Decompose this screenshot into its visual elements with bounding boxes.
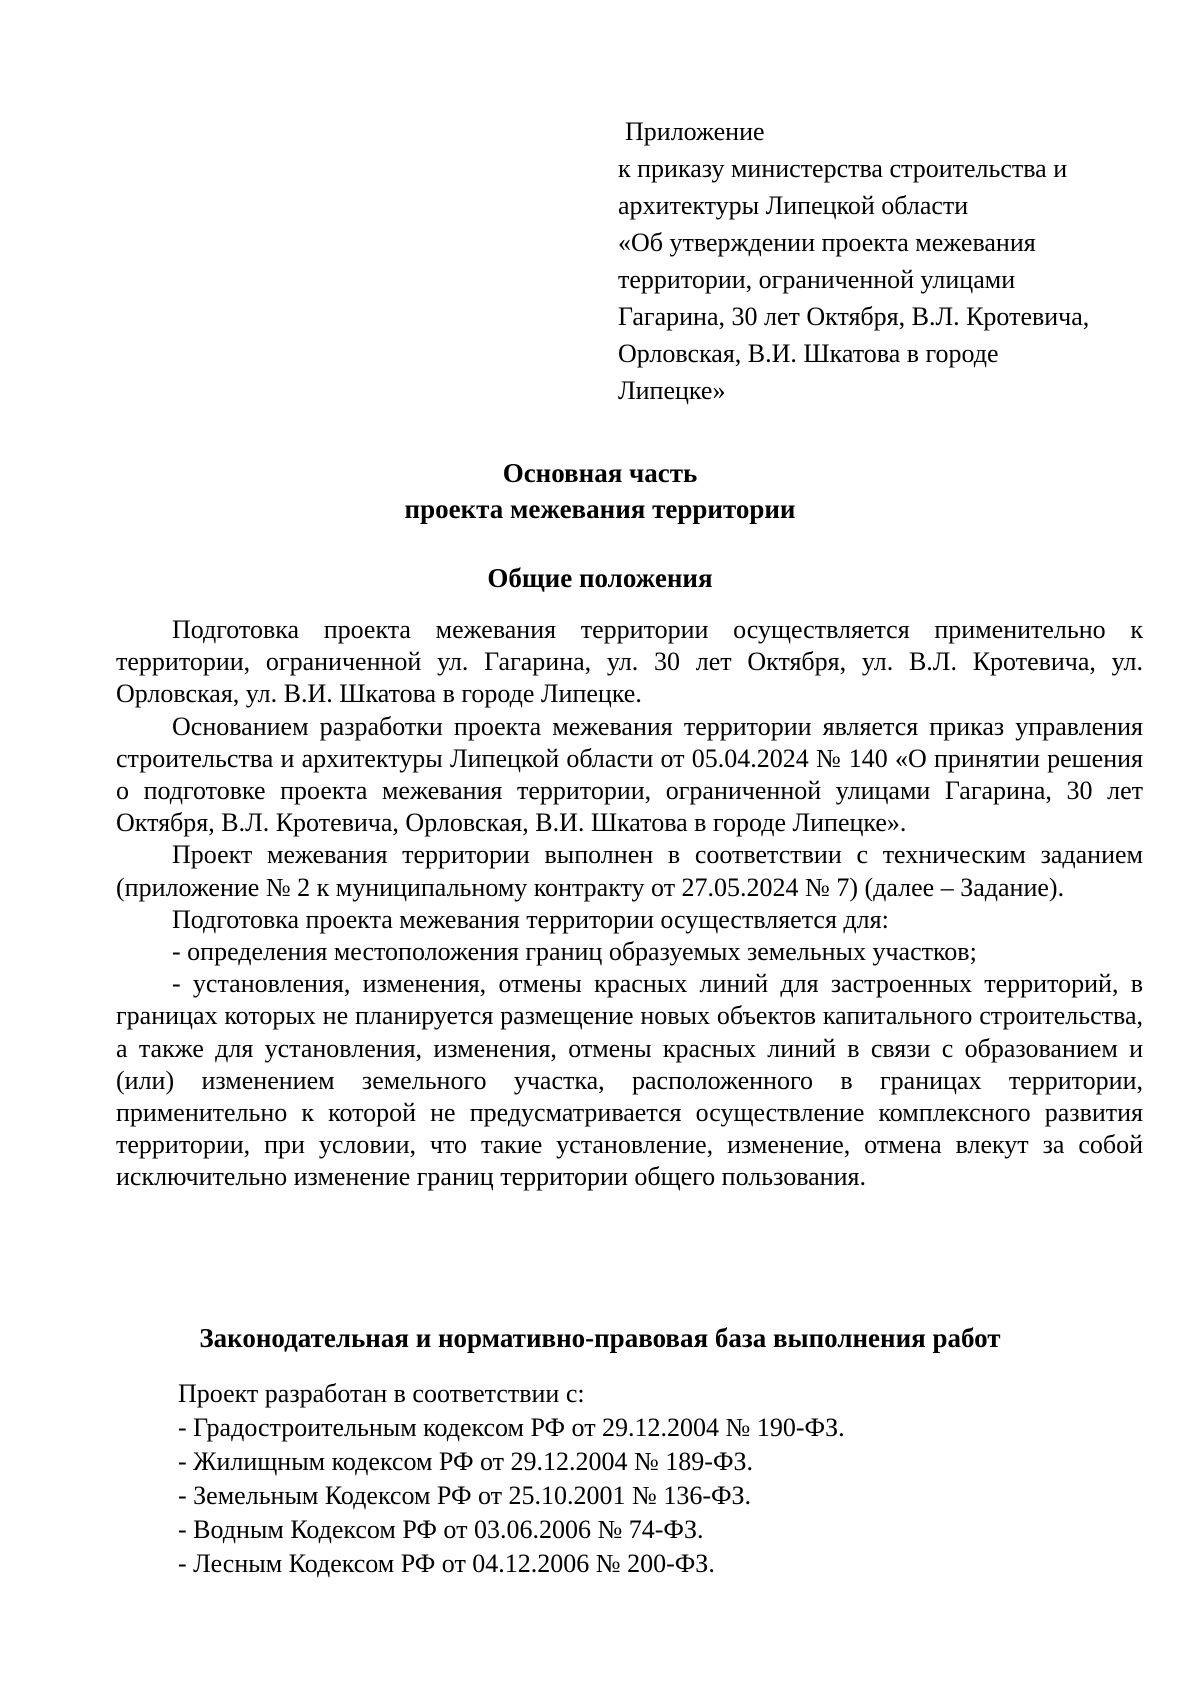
annex-header <box>618 113 1138 409</box>
annex-line: Липецке» <box>618 376 726 405</box>
document-title-line: проекта межевания территории <box>404 494 796 524</box>
annex-line: к приказу министерства строительства и <box>618 154 1068 183</box>
annex-line: «Об утверждении проекта межевания <box>618 228 1036 257</box>
annex-line: Гагарина, 30 лет Октября, В.Л. Кротевича, <box>618 302 1090 331</box>
annex-line: Орловская, В.И. Шкатова в городе <box>618 339 999 368</box>
section-general-body <box>116 614 1143 1194</box>
annex-line: территории, ограниченной улицами <box>618 265 1016 294</box>
list-item: - Жилищным кодексом РФ от 29.12.2004 № 189-ФЗ. <box>178 1447 754 1476</box>
paragraph: Проект межевания территории выполнен в соответствии с техническим заданием (приложение № 2 к муниципальному контракту от 27.05.2024 № 7) (далее – Задание). <box>116 840 1143 902</box>
annex-line: Приложение <box>625 117 765 146</box>
document-title-line: Основная часть <box>502 458 698 488</box>
list-intro: Проект разработан в соответствии с: <box>178 1379 585 1408</box>
list-item: - определения местоположения границ образуемых земельных участков; <box>172 937 977 967</box>
section-heading-legal-base: Законодательная и нормативно-правовая база выполнения работ <box>199 1323 1001 1353</box>
list-item: - Водным Кодексом РФ от 03.06.2006 № 74-ФЗ. <box>178 1515 704 1544</box>
annex-line: архитектуры Липецкой области <box>618 191 969 220</box>
paragraph: Подготовка проекта межевания территории осуществляется применительно к территории, ограниченной ул. Гагарина, ул. 30 лет Октября, ул. В.Л. Кротевича, ул. Орловская, ул. В.И. Шкатова в городе Липецке. <box>116 615 1143 709</box>
paragraph: Подготовка проекта межевания территории осуществляется для: <box>172 904 889 934</box>
list-item: - Лесным Кодексом РФ от 04.12.2006 № 200-ФЗ. <box>178 1549 715 1578</box>
list-item: - Градостроительным кодексом РФ от 29.12.2004 № 190-ФЗ. <box>178 1413 845 1442</box>
document-title <box>0 455 1200 527</box>
list-item: - установления, изменения, отмены красных линий для застроенных территорий, в границах которых не планируется размещение новых объектов капитального строительства, а также для установления, изменения, отмены красных линий в связи с образованием и (или) изменением земельного участка, расположенного в границах территории, применительно к которой не предусматривается осуществление комплексного развития территории, при условии, что такие установление, изменение, отмена влекут за собой исключительно изменение границ территории общего пользования. <box>116 969 1143 1192</box>
list-item: - Земельным Кодексом РФ от 25.10.2001 № 136-ФЗ. <box>178 1481 752 1510</box>
legal-base-list <box>178 1377 845 1581</box>
section-heading-general: Общие положения <box>487 563 713 593</box>
paragraph: Основанием разработки проекта межевания территории является приказ управления строительства и архитектуры Липецкой области от 05.04.2024 № 140 «О принятии решения о подготовке проекта межевания территории, ограниченной улицами Гагарина, 30 лет Октября, В.Л. Кротевича, Орловская, В.И. Шкатова в городе Липецке». <box>116 711 1143 838</box>
